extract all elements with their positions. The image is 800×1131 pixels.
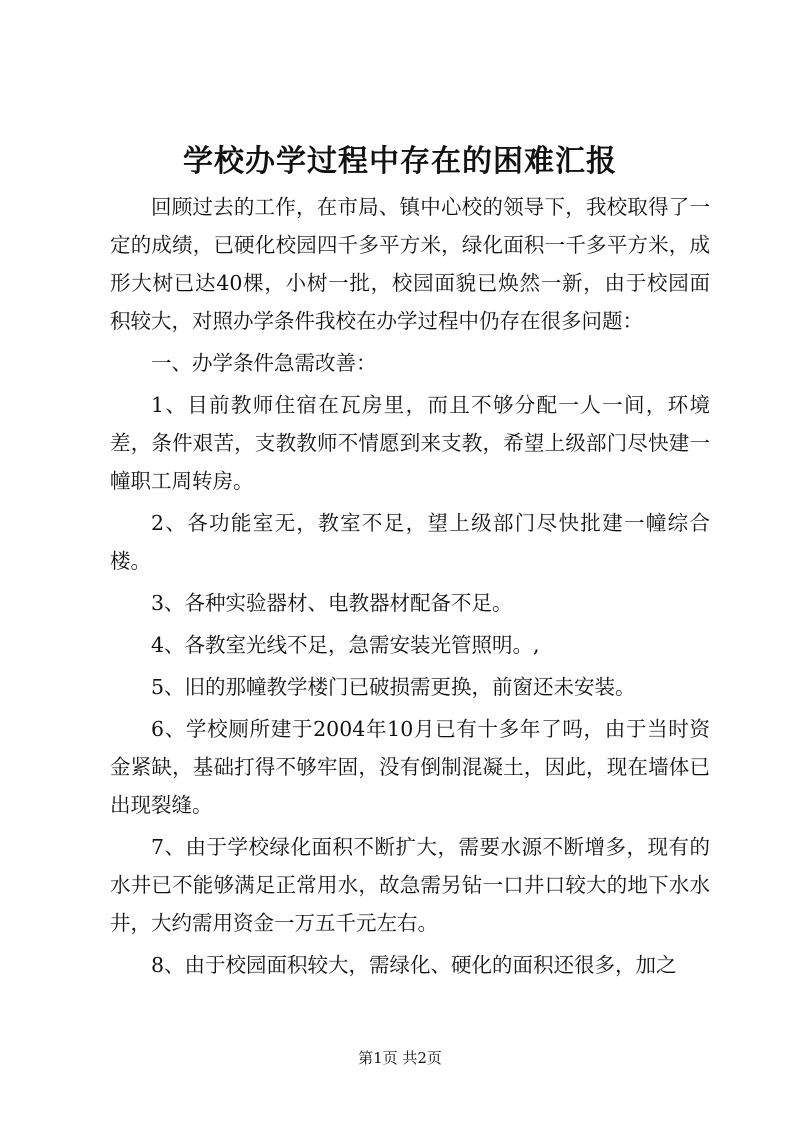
paragraph-item-7: 7、由于学校绿化面积不断扩大，需要水源不断增多，现有的水井已不能够满足正常用水，故急需另钻一口井口较大的地下水水井，大约需用资金一万五千元左右。 bbox=[110, 835, 710, 935]
paragraph-section-heading: 一、办学条件急需改善： bbox=[151, 351, 377, 375]
paragraph-item-1: 1、目前教师住宿在瓦房里，而且不够分配一人一间，环境差，条件艰苦，支教教师不情愿到来支教，希望上级部门尽快建一幢职工周转房。 bbox=[110, 393, 710, 493]
paragraph-intro: 回顾过去的工作，在市局、镇中心校的领导下，我校取得了一定的成绩，已硬化校园四千多平方米，绿化面积一千多平方米，成形大树已达40棵，小树一批，校园面貌已焕然一新，由于校园面积较大，对照办学条件我校在办学过程中仍存在很多问题： bbox=[110, 195, 710, 333]
paragraph-item-6: 6、学校厕所建于2004年10月已有十多年了吗，由于当时资金紧缺，基础打得不够牢固，没有倒制混凝土，因此，现在墙体已出现裂缝。 bbox=[110, 717, 710, 817]
paragraph-item-8: 8、由于校园面积较大，需绿化、硬化的面积还很多，加之 bbox=[151, 953, 677, 977]
paragraph-item-2: 2、各功能室无，教室不足，望上级部门尽快批建一幢综合楼。 bbox=[110, 511, 710, 573]
document-title: 学校办学过程中存在的困难汇报 bbox=[183, 144, 617, 179]
page-footer: 第1页 共2页 bbox=[358, 1049, 442, 1067]
paragraph-item-4: 4、各教室光线不足，急需安装光管照明。, bbox=[151, 633, 540, 657]
paragraph-item-5: 5、旧的那幢教学楼门已破损需更换，前窗还未安装。 bbox=[151, 675, 636, 699]
paragraph-item-3: 3、各种实验器材、电教器材配备不足。 bbox=[151, 591, 513, 615]
document-body bbox=[110, 188, 710, 984]
